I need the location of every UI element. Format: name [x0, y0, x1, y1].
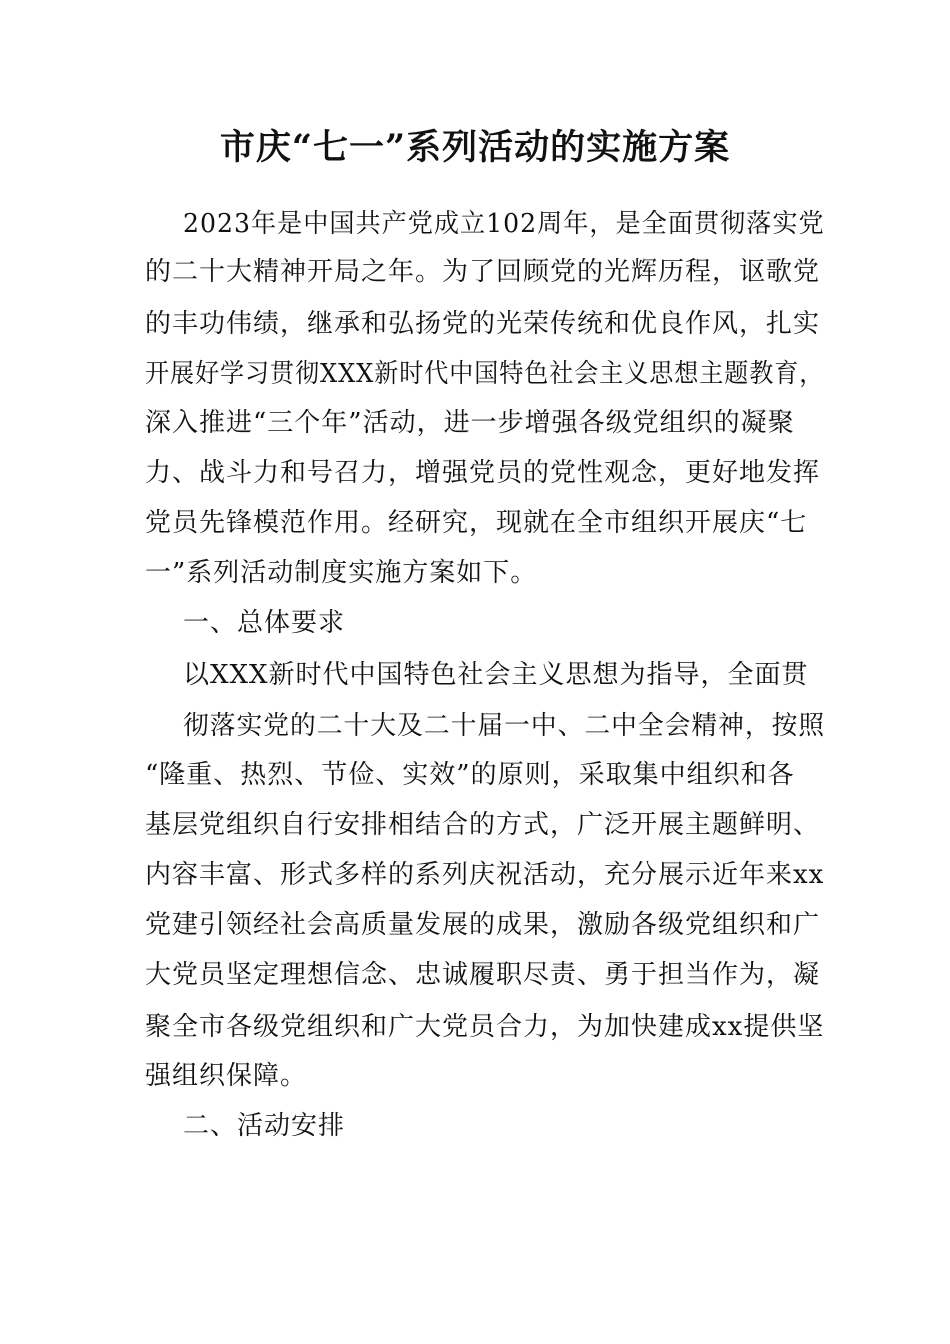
paragraph-line: 的二十大精神开局之年。为了回顾党的光辉历程，讴歌党 — [145, 257, 821, 287]
paragraph-line: 聚全市各级党组织和广大党员合力，为加快建成xx提供坚 — [145, 1012, 825, 1042]
paragraph-line: 基层党组织自行安排相结合的方式，广泛开展主题鲜明、 — [145, 810, 821, 840]
section-heading: 二、活动安排 — [183, 1111, 346, 1141]
paragraph-line: 的丰功伟绩，继承和弘扬党的光荣传统和优良作风，扎实 — [145, 309, 821, 339]
paragraph-line: 内容丰富、形式多样的系列庆祝活动，充分展示近年来xx — [145, 860, 825, 890]
paragraph-line: 力、战斗力和号召力，增强党员的党性观念，更好地发挥 — [145, 458, 821, 488]
paragraph-line: 2023年是中国共产党成立102周年，是全面贯彻落实党 — [183, 209, 825, 239]
paragraph-line: 彻落实党的二十大及二十届一中、二中全会精神，按照 — [183, 711, 826, 741]
paragraph-line: 深入推进“三个年”活动，进一步增强各级党组织的凝聚 — [145, 408, 795, 438]
paragraph-line: 一”系列活动制度实施方案如下。 — [145, 558, 538, 588]
paragraph-line: 党建引领经社会高质量发展的成果，激励各级党组织和广 — [145, 910, 821, 940]
paragraph-line: 开展好学习贯彻XXX新时代中国特色社会主义思想主题教育， — [145, 359, 825, 389]
paragraph-line: 党员先锋模范作用。经研究，现就在全市组织开展庆“七 — [145, 508, 808, 538]
paragraph-line: “隆重、热烈、节俭、实效”的原则，采取集中组织和各 — [145, 760, 795, 790]
paragraph-line: 强组织保障。 — [145, 1061, 308, 1091]
paragraph-line: 以XXX新时代中国特色社会主义思想为指导，全面贯 — [183, 660, 809, 690]
section-heading: 一、总体要求 — [183, 608, 346, 638]
document-title: 市庆“七一”系列活动的实施方案 — [219, 127, 731, 168]
paragraph-line: 大党员坚定理想信念、忠诚履职尽责、勇于担当作为，凝 — [145, 960, 821, 990]
